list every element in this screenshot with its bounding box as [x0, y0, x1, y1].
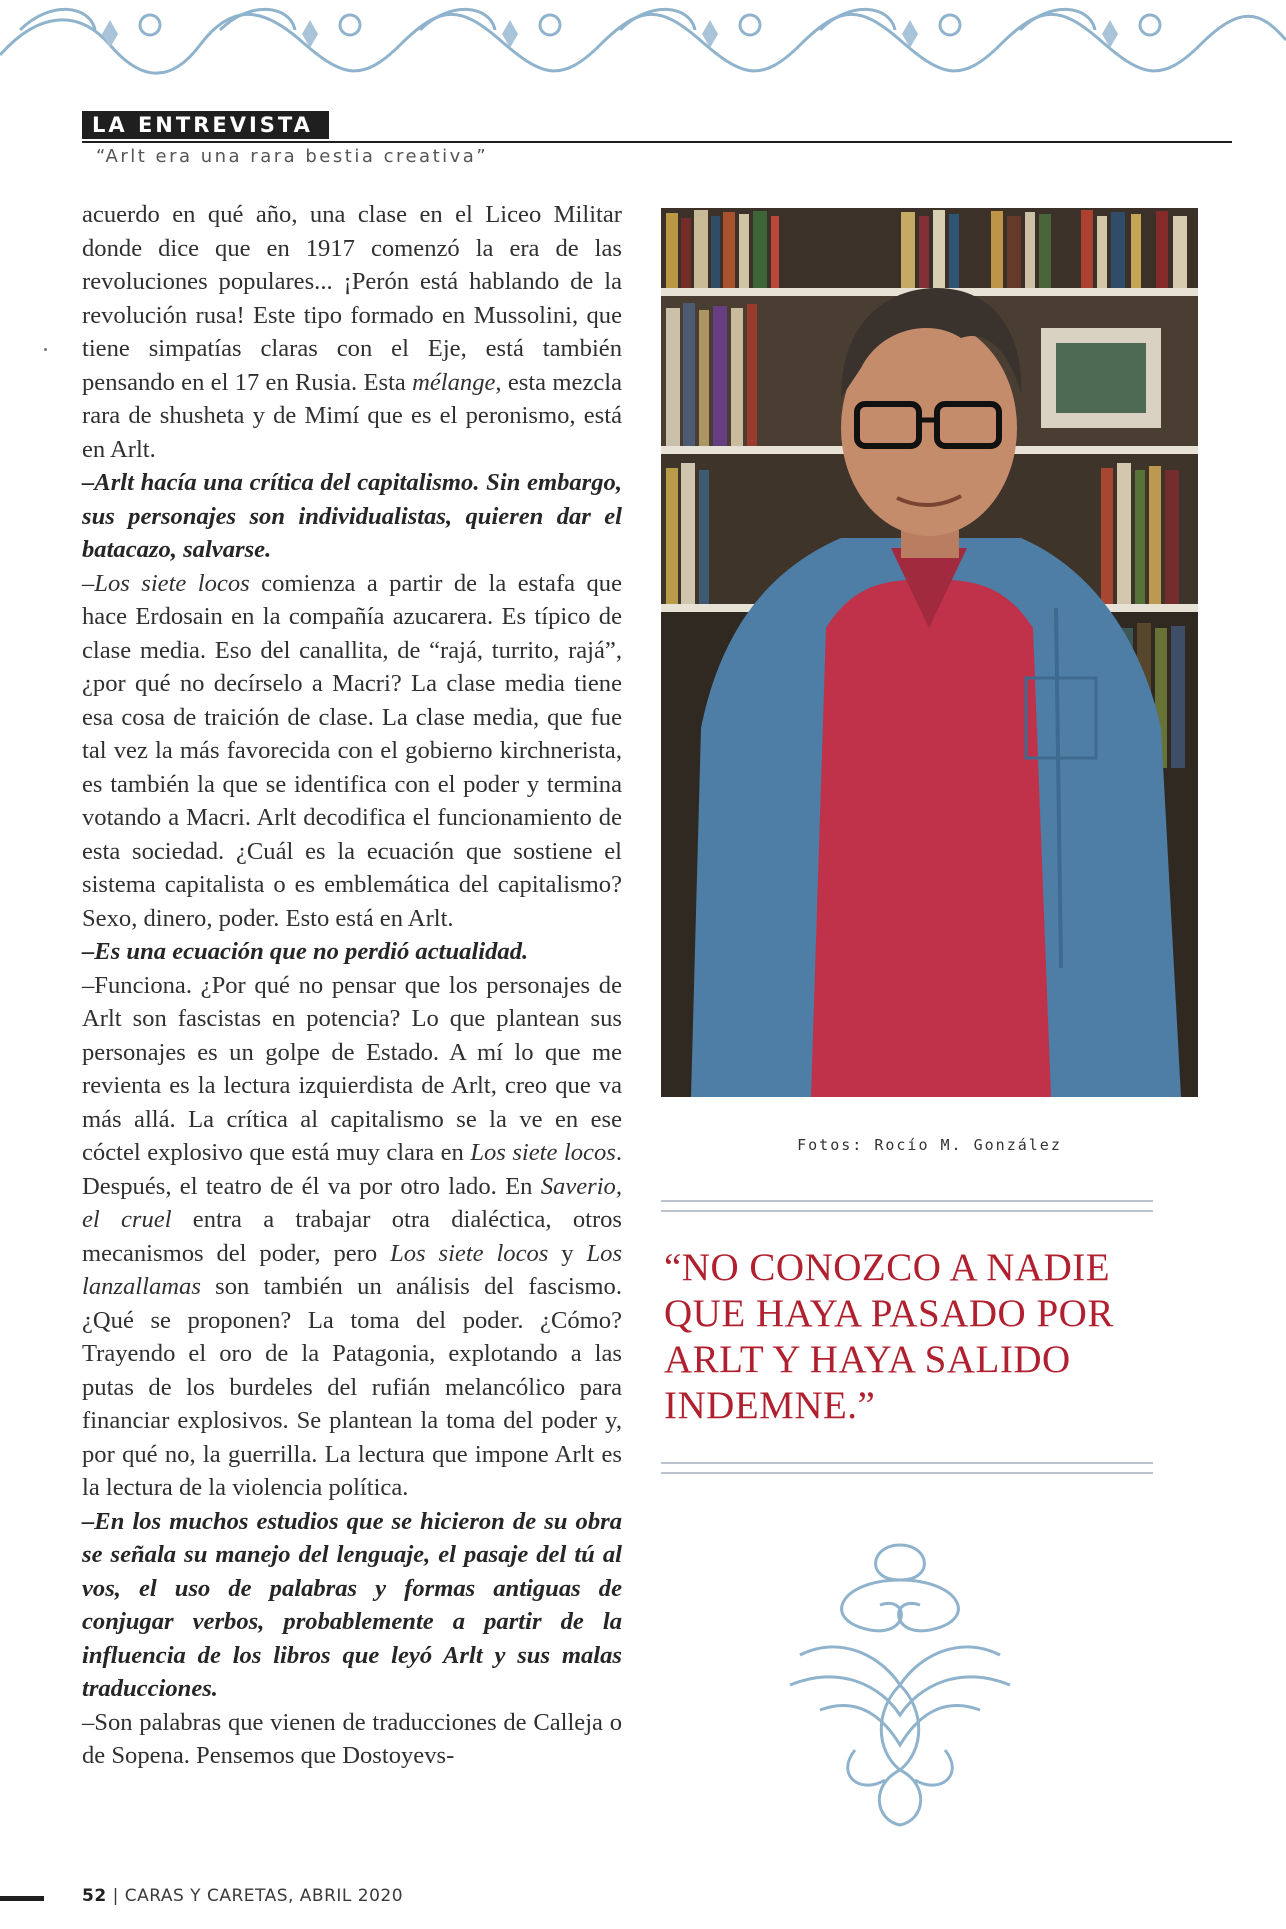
interview-answer: –Los siete locos comienza a partir de la estafa que hace Erdosain en la compañía azucarera. Es típico de clase media. Eso del canallita, de “rajá, turrito, rajá”, ¿por qué no decírselo a Macri? La clase media tiene esa cosa de traición de clase. La clase media, que fue tal vez la más favorecida con el gobierno kirchnerista, es también la que se identifica con el poder y termina votando a Macri. Arlt decodifica el funcionamiento de esta sociedad. ¿Cuál es la ecuación que sostiene el sistema capitalista o es emblemática del capitalismo? Sexo, dinero, poder. Esto está en Arlt.	[82, 569, 623, 932]
article-subtitle: “Arlt era una rara bestia creativa”	[96, 146, 489, 167]
publication-name: CARAS Y CARETAS, ABRIL 2020	[124, 1886, 404, 1906]
interview-question: –Es una ecuación que no perdió actualidad.	[82, 938, 529, 965]
interview-answer: –Son palabras que vienen de traducciones de Calleja o de Sopena. Pensemos que Dostoyevs-	[82, 1708, 622, 1769]
pullquote-rule-top	[661, 1200, 1153, 1212]
pullquote	[664, 1245, 1184, 1429]
pullquote-line: QUE HAYA PASADO POR	[664, 1292, 1114, 1335]
interviewee-photo	[661, 208, 1198, 1097]
footer-mark	[0, 1896, 44, 1901]
article-paragraph: acuerdo en qué año, una clase en el Liceo Militar donde dice que en 1917 comenzó la era de las revoluciones populares... ¡Perón está hablando de la revolución rusa! Este tipo formado en Mussolini, que tiene simpatías claras con el Eje, está también pensando en el 17 en Rusia. Esta mélange, esta mezcla rara de shusheta y de Mimí que es el peronismo, está en Arlt.	[82, 201, 622, 463]
footer-separator: |	[112, 1886, 119, 1906]
article-body	[82, 198, 622, 1773]
photo-caption: Fotos: Rocío M. González	[797, 1136, 1062, 1154]
page-number: 52	[82, 1886, 107, 1906]
section-header	[82, 111, 1232, 143]
page-footer	[82, 1886, 403, 1906]
photo-illustration	[661, 208, 1198, 1097]
calligraphic-flourish	[780, 1535, 1020, 1835]
margin-dot	[44, 348, 47, 351]
pullquote-line: ARLT Y HAYA SALIDO	[664, 1338, 1071, 1381]
section-label: LA ENTREVISTA	[82, 111, 329, 139]
pullquote-line: “NO CONOZCO A NADIE	[664, 1246, 1111, 1289]
interview-answer: –Funciona. ¿Por qué no pensar que los personajes de Arlt son fascistas en potencia? Lo que plantean sus personajes es un golpe de Estado. A mí lo que me revienta es la lectura izquierdista de Arlt, creo que va más allá. La crítica al capitalismo se la ve en ese cóctel explosivo que está muy clara en Los siete locos. Después, el teatro de él va por otro lado. En Saverio, el cruel entra a trabajar otra dialéctica, otros mecanismos del poder, pero Los siete locos y Los lanzallamas son también un análisis del fascismo. ¿Qué se proponen? La toma del poder. ¿Cómo? Trayendo el oro de la Patagonia, explotando a las putas de los burdeles del rufián melancólico para financiar explosivos. Se plantean la toma del poder y, por qué no, la guerrilla. La lectura que impone Arlt es la lectura de la violencia política.	[82, 971, 623, 1501]
interview-question: –Arlt hacía una crítica del capitalismo. Sin embargo, sus personajes son individualistas, quieren dar el batacazo, salvarse.	[82, 469, 622, 563]
pullquote-rule-bottom	[661, 1462, 1153, 1474]
pullquote-line: INDEMNE.”	[664, 1384, 876, 1427]
interview-question: –En los muchos estudios que se hicieron de su obra se señala su manejo del lenguaje, el pasaje del tú al vos, el uso de palabras y formas antiguas de conjugar verbos, probablemente a partir de la influencia de los libros que leyó Arlt y sus malas traducciones.	[82, 1507, 622, 1702]
ornament-border-top	[0, 0, 1286, 90]
